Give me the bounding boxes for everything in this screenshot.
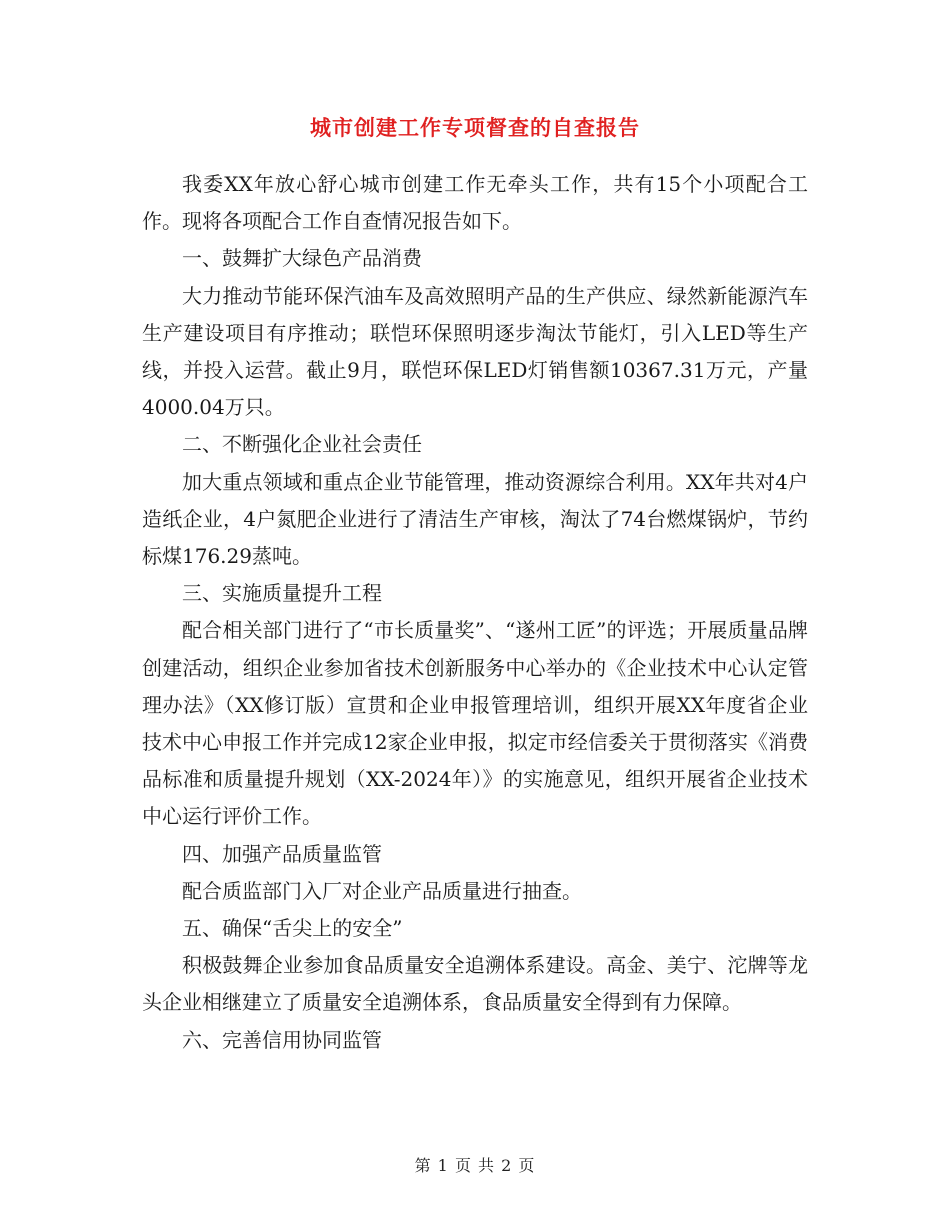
paragraph-intro: 我委XX年放心舒心城市创建工作无牵头工作，共有15个小项配合工作。现将各项配合工作自查情况报告如下。: [142, 172, 808, 234]
section-heading-6: 六、完善信用协同监管: [182, 1027, 382, 1052]
paragraph-section-4: 配合质监部门入厂对企业产品质量进行抽查。: [182, 878, 582, 903]
section-heading-1: 一、鼓舞扩大绿色产品消费: [182, 246, 422, 271]
section-heading-2: 二、不断强化企业社会责任: [182, 432, 422, 457]
section-heading-3: 三、实施质量提升工程: [182, 581, 382, 606]
document-body: [142, 166, 808, 1059]
paragraph-section-2: 加大重点领域和重点企业节能管理，推动资源综合利用。XX年共对4户造纸企业，4户氮肥企业进行了清洁生产审核，淘汰了74台燃煤锅炉，节约标煤176.29蒸吨。: [142, 469, 808, 569]
page-footer: 第 1 页 共 2 页: [414, 1156, 536, 1175]
paragraph-section-1: 大力推动节能环保汽油车及高效照明产品的生产供应、绿然新能源汽车生产建设项目有序推动；联恺环保照明逐步淘汰节能灯，引入LED等生产线，并投入运营。截止9月，联恺环保LED灯销售额10367.31万元，产量4000.04万只。: [142, 283, 808, 420]
paragraph-section-3: 配合相关部门进行了“市长质量奖”、“遂州工匠”的评选；开展质量品牌创建活动，组织企业参加省技术创新服务中心举办的《企业技术中心认定管理办法》（XX修订版）宣贯和企业申报管理培训，组织开展XX年度省企业技术中心申报工作并完成12家企业申报，拟定市经信委关于贯彻落实《消费品标准和质量提升规划（XX-2024年）》的实施意见，组织开展省企业技术中心运行评价工作。: [142, 618, 808, 829]
section-heading-5: 五、确保“舌尖上的安全”: [182, 916, 403, 941]
document-title: 城市创建工作专项督查的自查报告: [310, 115, 640, 140]
paragraph-section-5: 积极鼓舞企业参加食品质量安全追溯体系建设。高金、美宁、沱牌等龙头企业相继建立了质量安全追溯体系，食品质量安全得到有力保障。: [142, 953, 808, 1015]
section-heading-4: 四、加强产品质量监管: [182, 841, 382, 866]
